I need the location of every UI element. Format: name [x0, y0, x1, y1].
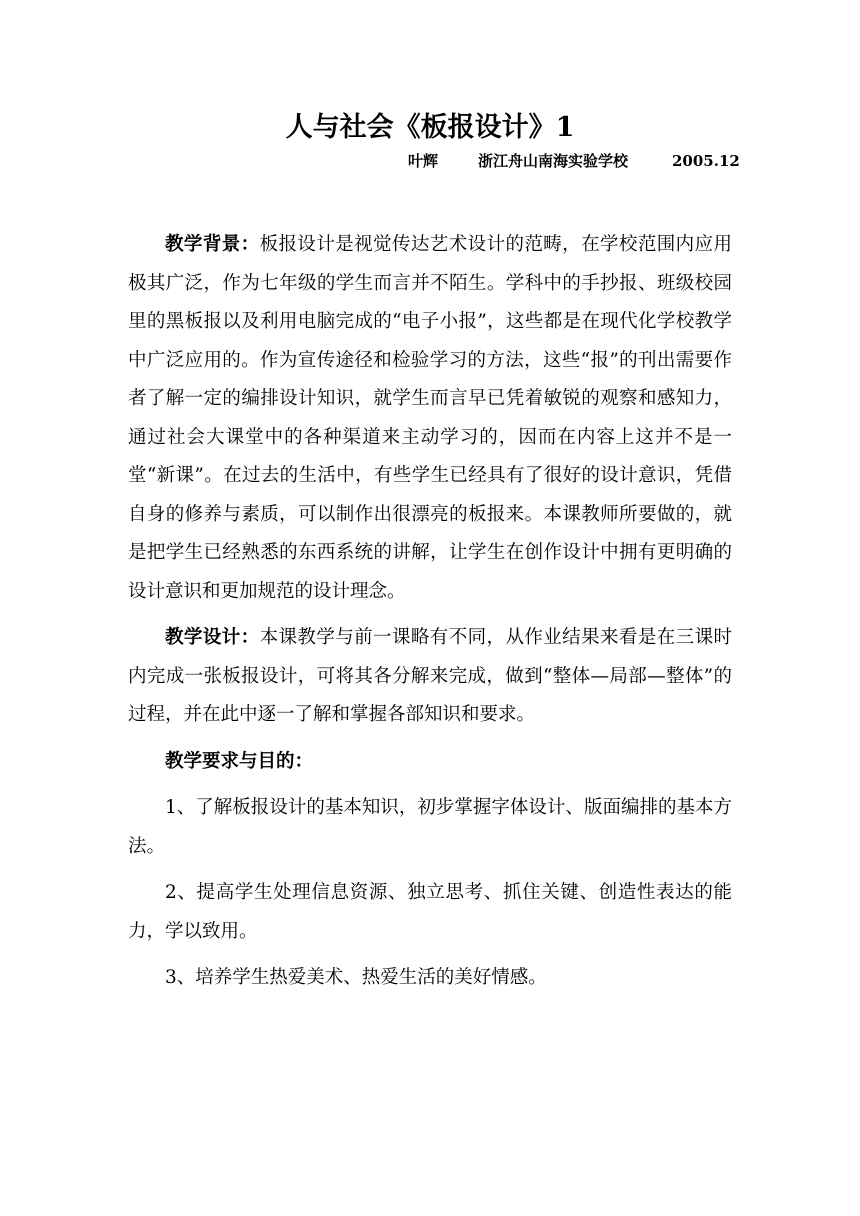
paragraph-design — [128, 619, 732, 735]
goal-item: 1、了解板报设计的基本知识，初步掌握字体设计、版面编排的基本方法。 — [128, 797, 732, 857]
section-text: 板报设计是视觉传达艺术设计的范畴，在学校范围内应用极其广泛，作为七年级的学生而言并不陌生。学科中的手抄报、班级校园里的黑板报以及利用电脑完成的“电子小报”，这些都是在现代化学校教学中广泛应用的。作为宣传途径和检验学习的方法，这些“报”的刊出需要作者了解一定的编排设计知识，就学生而言早已凭着敏锐的观察和感知力，通过社会大课堂中的各种渠道来主动学习的，因而在内容上这并不是一堂“新课”。在过去的生活中，有些学生已经具有了很好的设计意识，凭借自身的修养与素质，可以制作出很漂亮的板报来。本课教师所要做的，就是把学生已经熟悉的东西系统的讲解，让学生在创作设计中拥有更明确的设计意识和更加规范的设计理念。 — [128, 234, 732, 602]
section-heading: 教学设计： — [165, 627, 260, 648]
goals-heading — [128, 743, 732, 782]
document-body — [128, 226, 732, 1006]
section-text: 本课教学与前一课略有不同，从作业结果来看是在三课时内完成一张板报设计，可将其各分解来完成，做到“整体—局部—整体”的过程，并在此中逐一了解和掌握各部知识和要求。 — [128, 627, 732, 725]
section-heading: 教学背景： — [165, 234, 260, 255]
byline — [0, 148, 860, 174]
document-title: 人与社会《板报设计》1 — [285, 112, 575, 143]
school-name: 浙江舟山南海实验学校 — [478, 152, 629, 170]
document-date: 2005.12 — [672, 152, 740, 170]
goals-heading-text: 教学要求与目的： — [165, 750, 314, 772]
goal-item: 2、提高学生处理信息资源、独立思考、抓住关键、创造性表达的能力，学以致用。 — [128, 882, 732, 942]
goal-item: 3、培养学生热爱美术、热爱生活的美好情感。 — [165, 967, 547, 988]
author-name: 叶辉 — [408, 152, 439, 170]
paragraph-background — [128, 226, 732, 611]
